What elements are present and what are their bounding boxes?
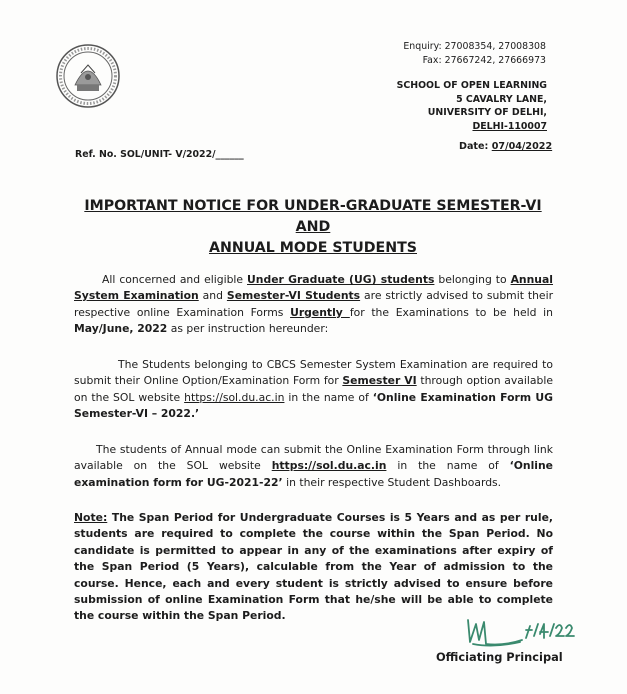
university-seal-logo <box>55 43 121 109</box>
address-line: UNIVERSITY OF DELHI, <box>427 107 547 119</box>
signatory-title: Officiating Principal <box>436 650 563 664</box>
emphasis: Annual System Examination <box>74 273 553 303</box>
emphasis: Semester VI <box>342 374 417 388</box>
address-line: 5 CAVALRY LANE, <box>456 93 547 105</box>
university-of-delhi-seal-icon <box>55 43 121 109</box>
text: The Students belonging to CBCS Semester System Examination are required to submit their Online Option/Examination Form for <box>74 358 553 388</box>
title-line: IMPORTANT NOTICE FOR UNDER-GRADUATE SEMESTER-VI AND <box>84 198 542 235</box>
paragraph-annual-mode <box>74 442 553 491</box>
text: through option available on the SOL website <box>74 374 553 404</box>
title-line: ANNUAL MODE STUDENTS <box>208 240 417 256</box>
emphasis: Urgently <box>290 305 350 319</box>
text: in the name of <box>284 390 373 404</box>
date-value: 07/04/2022 <box>491 141 553 152</box>
text: and <box>198 289 227 303</box>
emphasis: Under Graduate (UG) students <box>247 273 435 286</box>
date-label: Date: <box>459 141 492 152</box>
emphasis: May/June, 2022 <box>74 322 168 336</box>
text: are strictly advised to submit their respective online Examination Forms <box>74 289 554 319</box>
note-label: Note: <box>74 511 108 524</box>
address-line: DELHI-110007 <box>472 120 547 132</box>
note-text: The Span Period for Undergraduate Courses is 5 Years and as per rule, students are required to complete the course within the Span Period. No candidate is permitted to appear in any of the examinations after expiry of the Span Period (5 Years), calculable from the Year of admission to the course. Hence, each and every student is strictly advised to ensure before submission of online Examination Form that he/she will be able to complete the course within the Span Period. <box>74 511 553 623</box>
signature-icon <box>464 606 582 652</box>
text: as per instruction hereunder: <box>167 322 329 336</box>
text: The students of Annual mode can submit the Online Examination Form through link available on the SOL website <box>74 443 553 473</box>
paragraph-intro <box>74 272 553 338</box>
fax-numbers: Fax: 27667242, 27666973 <box>422 55 546 66</box>
handwritten-signature <box>464 606 582 652</box>
notice-date <box>459 141 552 152</box>
emphasis: ‘Online Examination Form UG Semester-VI – 2022.’ <box>74 390 554 421</box>
address-block <box>380 79 547 133</box>
emphasis: ‘Online examination form for UG-2021-22’ <box>74 459 553 489</box>
notice-title <box>70 196 556 259</box>
sol-website-link[interactable]: https://sol.du.ac.in <box>184 390 285 404</box>
enquiry-numbers: Enquiry: 27008354, 27008308 <box>403 41 546 52</box>
text: for the Examinations to be held in <box>349 305 553 319</box>
text: All concerned and eligible <box>102 273 248 286</box>
emphasis: Semester-VI Students <box>226 289 361 303</box>
reference-number: Ref. No. SOL/UNIT- V/2022/______ <box>75 149 244 160</box>
text: in the name of <box>386 459 510 473</box>
address-line: SCHOOL OF OPEN LEARNING <box>396 80 547 91</box>
contact-info <box>400 40 546 68</box>
text: in their respective Student Dashboards. <box>282 475 502 489</box>
sol-website-link[interactable]: https://sol.du.ac.in <box>271 459 387 473</box>
text: belonging to <box>434 273 511 286</box>
paragraph-cbcs <box>74 357 553 423</box>
